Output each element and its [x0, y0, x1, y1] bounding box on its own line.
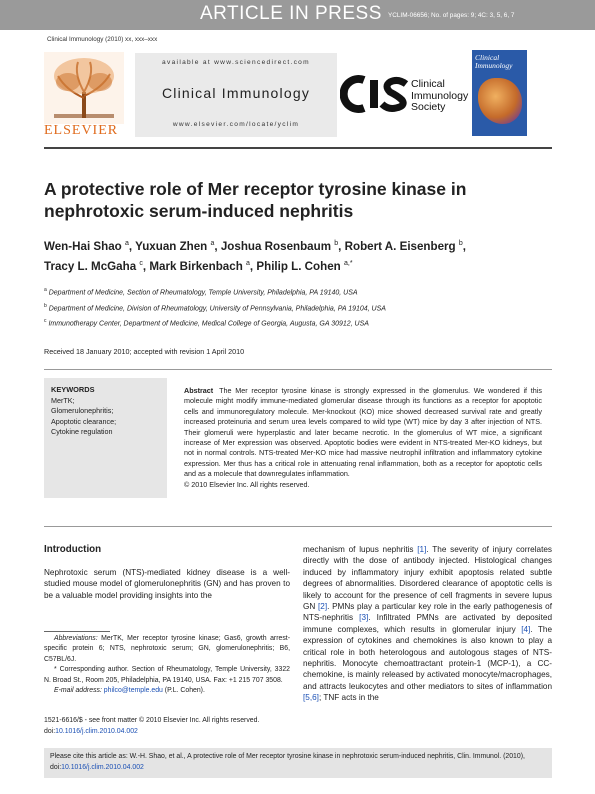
author-name: Robert A. Eisenberg	[344, 239, 456, 253]
author-affil-marker[interactable]: a	[124, 240, 129, 247]
society-name-line1: Clinical	[411, 78, 445, 90]
society-name-line3: Society	[411, 101, 446, 113]
doi-line: doi:10.1016/j.clim.2010.04.002	[44, 727, 138, 735]
header-divider	[44, 147, 552, 149]
cis-society-logo	[340, 74, 410, 114]
corresponding-author-footnote: * Corresponding author. Section of Rheumatology, Temple University, 3322 N. Broad St., Room 205, Philadelphia, PA 19140, USA. Fax: +1 215 707 3508.	[44, 666, 290, 684]
abstract-section	[184, 386, 542, 490]
affiliation-item: $^c$ Immunotherapy Center, Department of Medicine, Medical College of Georgia, Augusta, GA 30912, USA	[44, 318, 369, 328]
elsevier-tree-logo	[44, 52, 124, 132]
abstract-label: Abstract	[184, 386, 214, 395]
author-affil-marker[interactable]: c	[139, 259, 143, 267]
elsevier-wordmark: ELSEVIER	[44, 123, 119, 138]
abbreviations-footnote: Abbreviations: MerTK, Mer receptor tyrosine kinase; Gas6, growth arrest-specific protein 6; NTS, nephrotoxic serum; GN, glomerulonephritis; B6, C57BL/6J.	[44, 635, 290, 663]
author-affil-marker[interactable]: a,*	[343, 259, 353, 267]
journal-cover-thumbnail	[472, 50, 527, 136]
abstract-copyright: © 2010 Elsevier Inc. All rights reserved.	[184, 479, 310, 489]
author-name: Mark Birkenbach	[149, 259, 243, 273]
citation-link[interactable]: [3]	[359, 613, 369, 623]
affiliation-item: $^b$ Department of Medicine, Division of Rheumatology, University of Pennsylvania, Philadelphia, PA 19104, USA	[44, 302, 386, 313]
email-footnote: E-mail address: philco@temple.edu (P.L. Cohen).	[54, 687, 205, 695]
keywords-heading: KEYWORDS	[51, 385, 95, 394]
author-name: Tracy L. McGaha	[44, 259, 137, 273]
article-in-press-label: ARTICLE IN PRESS	[200, 3, 382, 24]
citation-doi-link[interactable]: 10.1016/j.clim.2010.04.002	[61, 763, 144, 771]
author-email-link[interactable]: philco@temple.edu	[103, 687, 163, 695]
citation-link[interactable]: [2]	[317, 602, 328, 612]
keyword-item: Apoptotic clearance;	[51, 416, 117, 426]
received-dates: Received 18 January 2010; accepted with revision 1 April 2010	[44, 347, 245, 356]
author-name: Wen-Hai Shao	[44, 239, 122, 253]
journal-url[interactable]: www.elsevier.com/locate/yclim	[172, 121, 300, 128]
author-affil-marker[interactable]: b	[458, 240, 463, 247]
author-list: Wen-Hai Shao $^a$, Yuxuan Zhen $^a$, Joshua Rosenbaum $^b$, Robert A. Eisenberg $^b$, Tracy L. McGaha $^c$, Mark Birkenbach $^a$, Philip L. Cohen $^{a,*}$	[44, 239, 467, 273]
footnotes	[44, 634, 290, 696]
issn-line: 1521-6616/$ - see front matter © 2010 Elsevier Inc. All rights reserved.	[44, 717, 260, 724]
intro-paragraph-col1: Nephrotoxic serum (NTS)-mediated kidney disease is a well-studied mouse model of glomerulonephritis (GN) and has proven to be a valuable model providing insights into the	[44, 568, 290, 600]
affiliations	[44, 284, 554, 331]
cover-illustration	[478, 78, 522, 124]
footnote-divider	[44, 631, 110, 632]
article-title: A protective role of Mer receptor tyrosine kinase in nephrotoxic serum-induced nephritis	[44, 179, 467, 221]
sciencedirect-availability: available at www.sciencedirect.com	[162, 59, 310, 66]
journal-masthead	[135, 53, 337, 137]
author-affil-marker[interactable]: b	[334, 240, 339, 247]
citation-link[interactable]: [5,6]	[303, 693, 319, 703]
manuscript-meta: YCLIM-06656; No. of pages: 9; 4C: 3, 5, 6, 7	[388, 12, 515, 19]
citation-text: Please cite this article as: W.-H. Shao, et al., A protective role of Mer receptor tyrosine kinase in nephrotoxic serum-induced nephritis, Clin. Immunol. (2010), doi:	[50, 753, 525, 771]
author-name: Philip L. Cohen	[256, 259, 341, 273]
issn-block	[44, 716, 304, 737]
abstract-bottom-divider	[44, 526, 552, 527]
keyword-item: Cytokine regulation	[51, 427, 113, 437]
affiliation-item: $^a$ Department of Medicine, Section of Rheumatology, Temple University, Philadelphia, PA 19140, USA	[44, 287, 358, 297]
doi-link[interactable]: 10.1016/j.clim.2010.04.002	[55, 727, 138, 735]
introduction-heading: Introduction	[44, 544, 102, 555]
intro-paragraph-col2: mechanism of lupus nephritis [1]. The severity of injury correlates directly with the dose of antibody injected. Histological changes induced by inflammatory injury exhibit apoptosis related subtle degrees of abnormalities. Disordered clearance of apoptotic cells is likely to account for the presence of cell fragments in severe lupus GN [2]. PMNs play a particular key role in the early pathogenesis of NTS-nephritis [3]. Infiltrated PMNs are activated by deposited immune complexes, which results in glomerular injury [4]. The expression of cytokines and chemokines is also known to play a critical role in both heterologous and autologous stages of NTS-nephritis. Monocyte chemoattractant protein-1 (MCP-1), a CC-chemokine, is mainly released by activated monocyte/macrophages, and attracts leukocytes and other mediators to sites of inflammation [5,6]; TNF acts in the	[303, 545, 552, 703]
society-name	[411, 79, 468, 114]
keyword-item: MerTK;	[51, 396, 75, 405]
abstract-top-divider	[44, 369, 552, 370]
society-name-line2: Immunology	[411, 89, 469, 102]
citation-link[interactable]: [4]	[521, 624, 531, 634]
abstract-text: The Mer receptor tyrosine kinase is strongly expressed in the glomerulus. We wondered if this molecule might modify immune-mediated glomerular disease through its functions as a receptor for apoptotic cells and immunoregulatory molecule. Mer-knockout (KO) mice showed decreased survival rate and greatly increased proteinuria and serum urea levels compared to wild type (WT) mice by day 3 after injection of NTS. Their glomeruli were hyperplastic and later became necrotic. In the glomerulus of WT mice, a significant increase of Mer expression was observed. Apoptotic bodies were evident in NTS-treated Mer-KO kidneys, but not in normal controls. NTS-treated Mer-KO mice had massive neutrophil infiltration and inflammatory cytokine expression. Mer thus has a critical role in attenuating renal inflammation, both as a receptor for apoptotic cells and as a molecule that downregulates inflammation.	[184, 386, 542, 479]
journal-reference: Clinical Immunology (2010) xx, xxx–xxx	[47, 36, 158, 43]
abstract-body	[184, 386, 542, 480]
keyword-item: Glomerulonephritis;	[51, 406, 114, 416]
citation-box	[44, 748, 552, 778]
keywords-box	[44, 378, 167, 498]
author-name: Yuxuan Zhen	[135, 239, 208, 253]
citation-link[interactable]: [1]	[417, 545, 427, 554]
author-affil-marker[interactable]: a	[246, 259, 250, 267]
cover-title: Clinical Immunology	[475, 53, 513, 70]
author-affil-marker[interactable]: a	[210, 240, 215, 247]
author-name: Joshua Rosenbaum	[220, 239, 332, 253]
journal-name: Clinical Immunology	[161, 85, 311, 101]
